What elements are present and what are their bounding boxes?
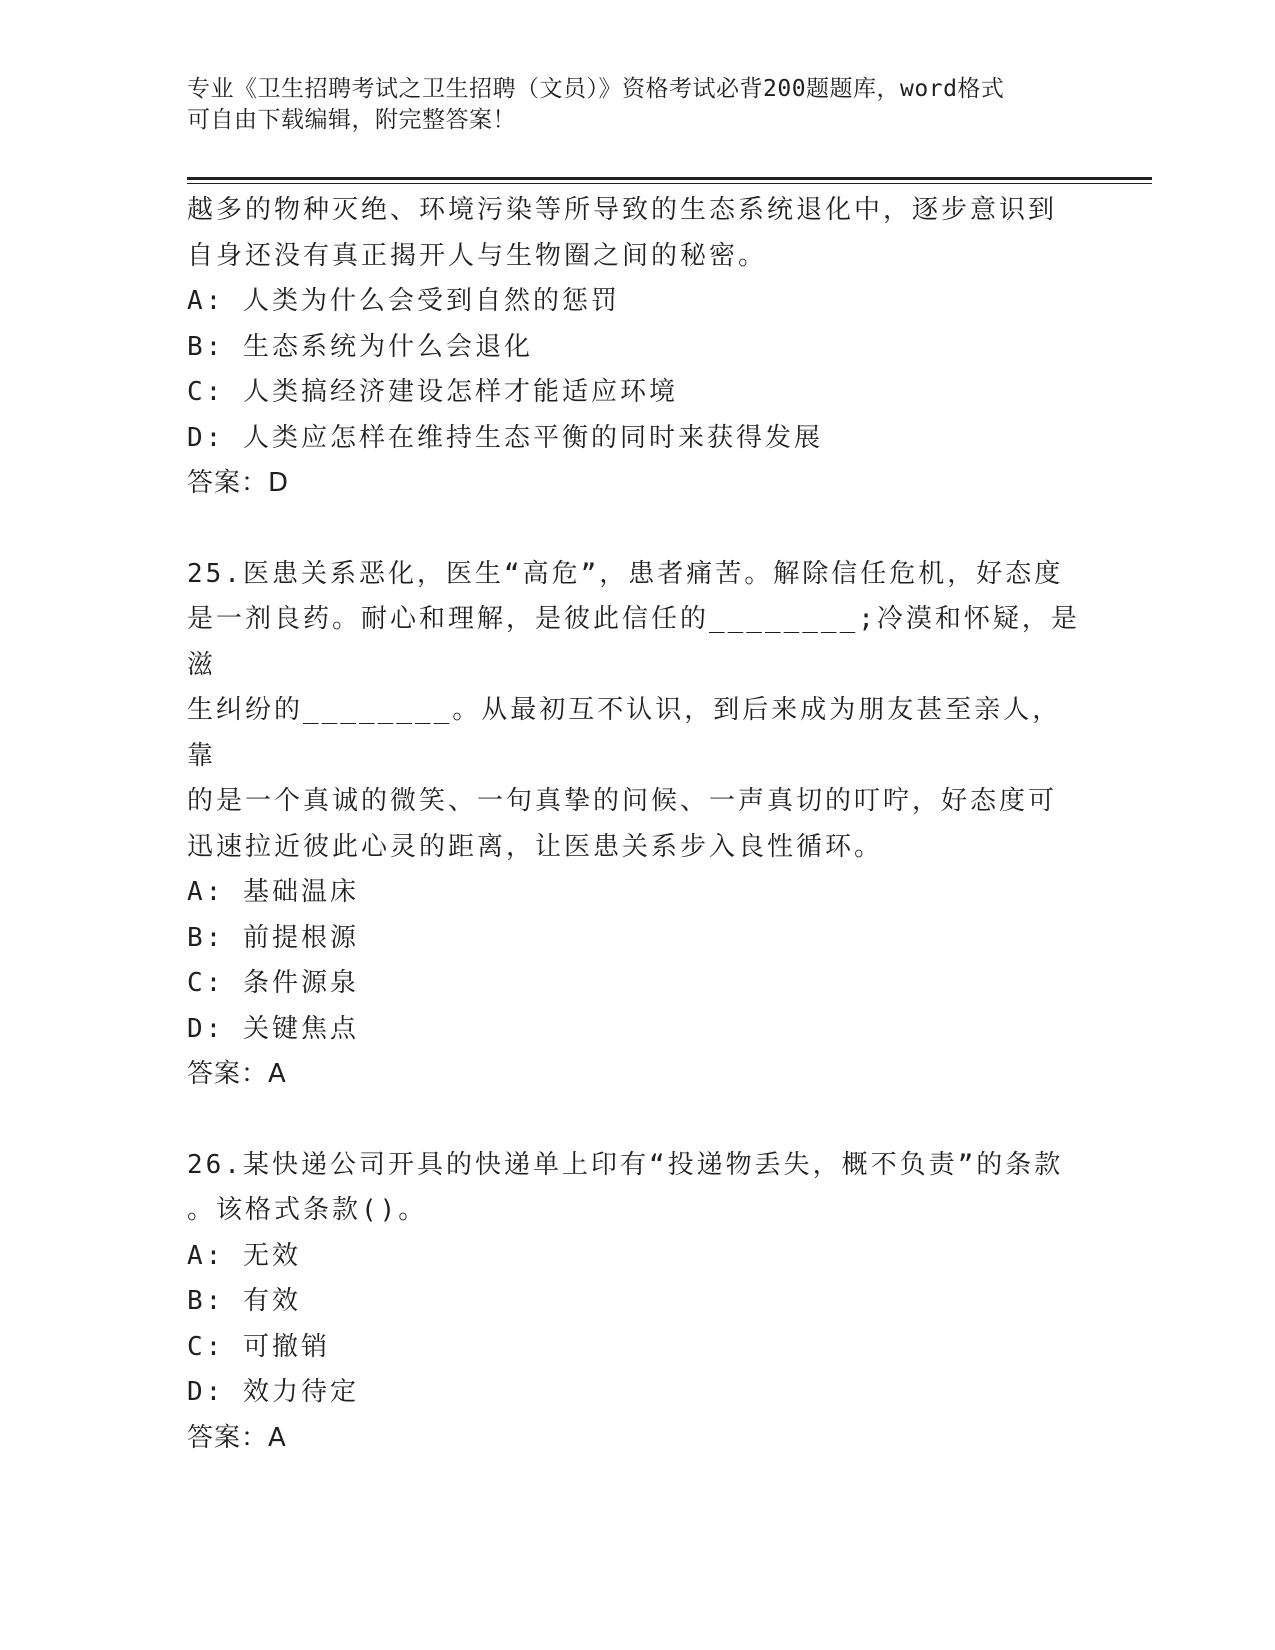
- option-b: B: 生态系统为什么会退化: [187, 331, 533, 362]
- header-line-1: 专业《卫生招聘考试之卫生招聘（文员）》资格考试必背200题题库，word格式: [187, 76, 1005, 102]
- question-list: [187, 188, 1087, 1461]
- header-line-2: 可自由下载编辑，附完整答案！: [187, 107, 516, 133]
- question-text-line: 是一剂良药。耐心和理解，是彼此信任的________;冷漠和怀疑，是滋: [187, 604, 1080, 680]
- question-text-line: 越多的物种灭绝、环境污染等所导致的生态系统退化中，逐步意识到: [187, 195, 1058, 225]
- answer-line: 答案：D: [187, 468, 290, 498]
- question-text-line: 25.医患关系恶化，医生“高危”，患者痛苦。解除信任危机，好态度: [187, 558, 1064, 589]
- header-rule-thin: [187, 183, 1152, 184]
- document-header: [187, 74, 1087, 136]
- option-a: A: 基础温床: [187, 877, 359, 907]
- option-d: D: 人类应怎样在维持生态平衡的同时来获得发展: [187, 422, 823, 453]
- option-c: C: 可撤销: [187, 1331, 330, 1362]
- question-spacer: [187, 507, 1087, 552]
- option-b: B: 前提根源: [187, 922, 359, 953]
- option-b: B: 有效: [187, 1286, 301, 1316]
- option-a: A: 无效: [187, 1240, 301, 1271]
- option-d: D: 关键焦点: [187, 1013, 359, 1044]
- header-rule-thick: [187, 177, 1152, 180]
- question-25: [187, 552, 1087, 1098]
- option-a: A: 人类为什么会受到自然的惩罚: [187, 286, 620, 316]
- option-c: C: 人类搞经济建设怎样才能适应环境: [187, 377, 678, 407]
- question-text-line: 。该格式条款()。: [187, 1195, 428, 1225]
- question-text-line: 生纠纷的________。从最初互不认识，到后来成为朋友甚至亲人，靠: [187, 695, 1062, 771]
- question-text-line: 的是一个真诚的微笑、一句真挚的问候、一声真切的叮咛，好态度可: [187, 786, 1058, 816]
- question-24: [187, 188, 1087, 507]
- option-c: C: 条件源泉: [187, 968, 359, 998]
- question-text-line: 迅速拉近彼此心灵的距离，让医患关系步入良性循环。: [187, 831, 884, 862]
- answer-line: 答案：A: [187, 1422, 287, 1453]
- answer-line: 答案：A: [187, 1059, 287, 1089]
- question-text-line: 自身还没有真正揭开人与生物圈之间的秘密。: [187, 240, 768, 271]
- question-spacer: [187, 1098, 1087, 1143]
- question-text-line: 26.某快递公司开具的快递单上印有“投递物丢失，概不负责”的条款: [187, 1149, 1064, 1180]
- option-d: D: 效力待定: [187, 1377, 359, 1407]
- question-26: [187, 1143, 1087, 1462]
